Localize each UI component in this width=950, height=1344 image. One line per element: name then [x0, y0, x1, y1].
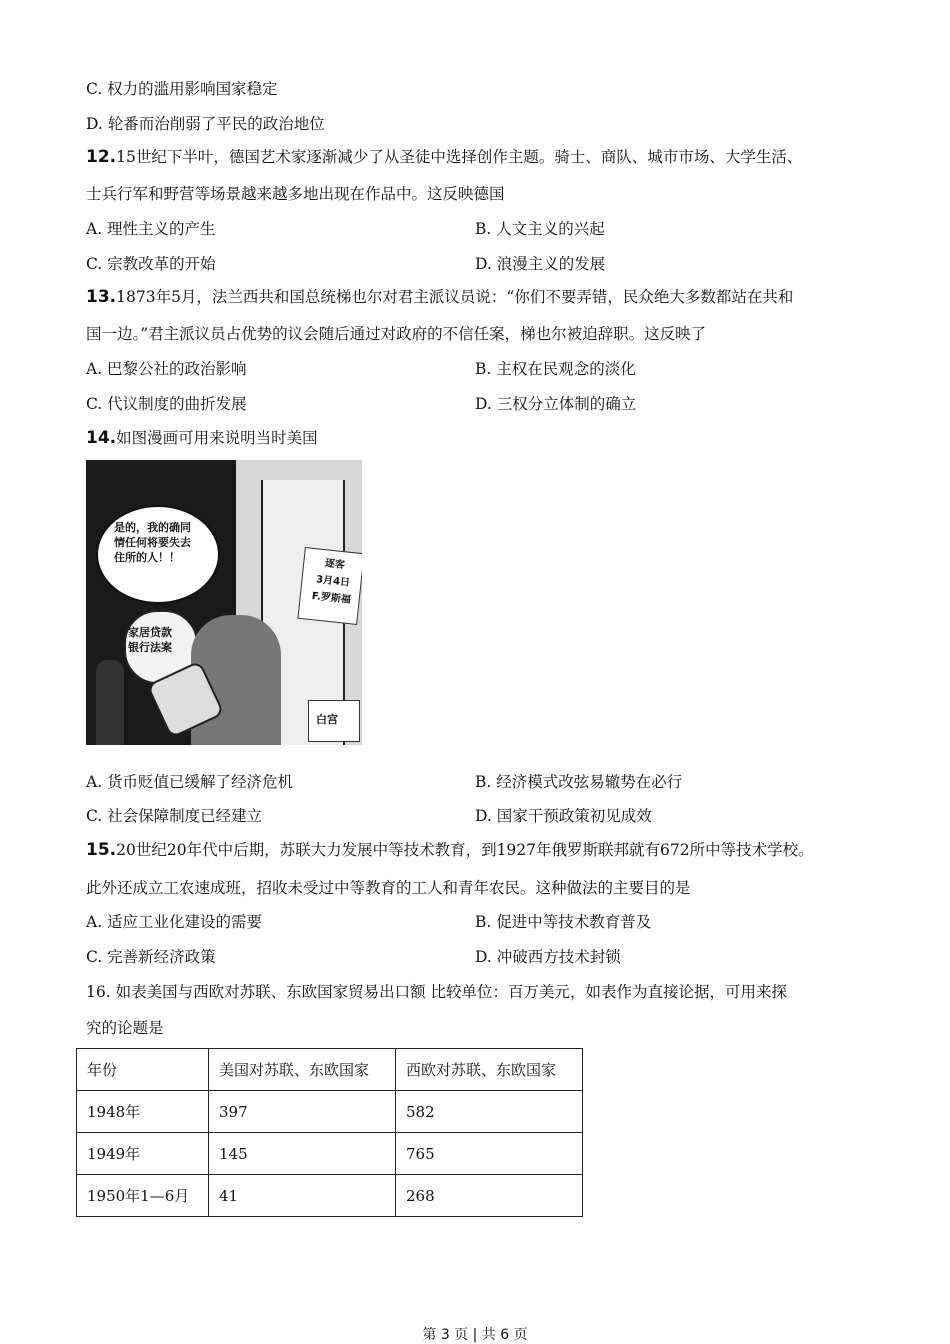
- q13-stem-2: 国一边。”君主派议员占优势的议会随后通过对政府的不信任案，梯也尔被迫辞职。这反映了: [86, 325, 707, 343]
- header-cell: 美国对苏联、东欧国家: [209, 1049, 396, 1091]
- q14-option-d[interactable]: D. 国家干预政策初见成效: [475, 807, 652, 825]
- q12-option-b[interactable]: B. 人文主义的兴起: [475, 220, 605, 238]
- q12-option-d[interactable]: D. 浪漫主义的发展: [475, 255, 606, 273]
- table-cell: 1949年: [77, 1133, 209, 1175]
- building-label: 白宫: [316, 713, 338, 726]
- table-cell: 268: [396, 1175, 583, 1217]
- notice-text: [305, 554, 360, 610]
- notice-line: 3月4日: [315, 574, 351, 589]
- q11-option-d: D. 轮番而治削弱了平民的政治地位: [86, 115, 325, 133]
- q14-option-c[interactable]: C. 社会保障制度已经建立: [86, 807, 263, 825]
- political-cartoon: [86, 460, 362, 745]
- q12-option-a[interactable]: A. 理性主义的产生: [86, 220, 216, 238]
- q16-stem-1: 16. 如表美国与西欧对苏联、东欧国家贸易出口额 比较单位：百万美元，如表作为直接论据，可用来探: [86, 983, 788, 1001]
- table-cell: 1950年1—6月: [77, 1175, 209, 1217]
- q12-text: 15世纪下半叶，德国艺术家逐渐减少了从圣徒中选择创作主题。骑士、商队、城市市场、大学生活、: [116, 148, 803, 166]
- speech-text: [114, 520, 191, 565]
- q15-option-c[interactable]: C. 完善新经济政策: [86, 948, 216, 966]
- page-footer: 第 3 页 | 共 6 页: [422, 1327, 528, 1343]
- q15-text: 20世纪20年代中后期，苏联大力发展中等技术教育，到1927年俄罗斯联邦就有672所中等技术学校。: [116, 841, 814, 859]
- table-cell: 765: [396, 1133, 583, 1175]
- table-cell: 145: [209, 1133, 396, 1175]
- q15-option-d[interactable]: D. 冲破西方技术封锁: [475, 948, 621, 966]
- q11-option-c: C. 权力的滥用影响国家稳定: [86, 80, 278, 98]
- q13-option-d[interactable]: D. 三权分立体制的确立: [475, 395, 637, 413]
- notice-line: F.罗斯福: [311, 590, 352, 606]
- bag-text: [128, 625, 172, 655]
- header-cell: 年份: [77, 1049, 209, 1091]
- q15-option-b[interactable]: B. 促进中等技术教育普及: [475, 913, 652, 931]
- small-figure: [96, 660, 124, 745]
- q13-option-c[interactable]: C. 代议制度的曲折发展: [86, 395, 247, 413]
- q14-option-a[interactable]: A. 货币贬值已缓解了经济危机: [86, 773, 294, 791]
- header-cell: 西欧对苏联、东欧国家: [396, 1049, 583, 1091]
- q13-stem-1: [86, 285, 793, 307]
- q15-stem-2: 此外还成立工农速成班，招收未受过中等教育的工人和青年农民。这种做法的主要目的是: [86, 879, 691, 897]
- table-cell: 582: [396, 1091, 583, 1133]
- q13-number: 13.: [86, 287, 117, 307]
- q15-option-a[interactable]: A. 适应工业化建设的需要: [86, 913, 263, 931]
- bag-line: 银行法案: [128, 641, 172, 654]
- table-row: [77, 1133, 583, 1175]
- table-header-row: [77, 1049, 583, 1091]
- notice-line: 逐客: [324, 558, 346, 572]
- speech-line: 住所的人！！: [114, 551, 180, 564]
- bag-line: 家居贷款: [128, 626, 172, 639]
- speech-line: 是的，我的确同: [114, 521, 191, 534]
- table-cell: 397: [209, 1091, 396, 1133]
- q12-stem-2: 士兵行军和野营等场景越来越多地出现在作品中。这反映德国: [86, 185, 505, 203]
- q12-option-c[interactable]: C. 宗教改革的开始: [86, 255, 216, 273]
- speech-line: 情任何将要失去: [114, 536, 191, 549]
- table-row: [77, 1091, 583, 1133]
- table-cell: 1948年: [77, 1091, 209, 1133]
- q15-number: 15.: [86, 840, 117, 860]
- table-cell: 41: [209, 1175, 396, 1217]
- q13-option-a[interactable]: A. 巴黎公社的政治影响: [86, 360, 247, 378]
- q12-number: 12.: [86, 147, 117, 167]
- q14-option-b[interactable]: B. 经济模式改弦易辙势在必行: [475, 773, 683, 791]
- table-row: [77, 1175, 583, 1217]
- trade-table: [76, 1048, 583, 1217]
- q14-text: 如图漫画可用来说明当时美国: [116, 429, 318, 447]
- q15-stem-1: [86, 838, 814, 860]
- q14-number: 14.: [86, 428, 117, 448]
- q14-stem: [86, 426, 318, 448]
- q13-option-b[interactable]: B. 主权在民观念的淡化: [475, 360, 636, 378]
- q13-text: 1873年5月，法兰西共和国总统梯也尔对君主派议员说：“你们不要弄错，民众绝大多数都站在共和: [116, 288, 794, 306]
- q12-stem-1: [86, 145, 802, 167]
- q16-stem-2: 究的论题是: [86, 1019, 164, 1037]
